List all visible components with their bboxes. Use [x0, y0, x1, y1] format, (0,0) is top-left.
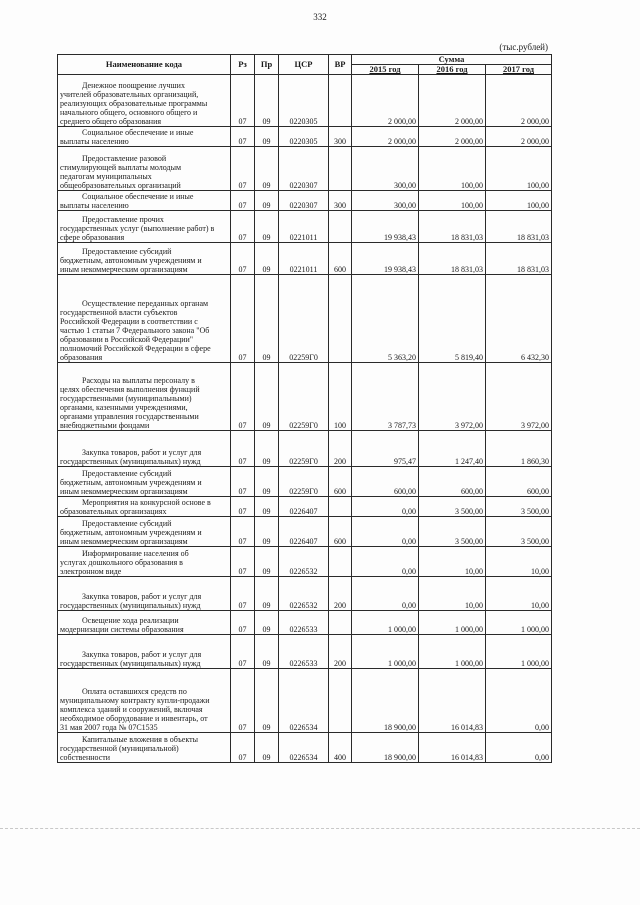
cell-pr: 09 [255, 191, 279, 211]
row-name-line: иным некоммерческим организациям [60, 265, 188, 274]
cell-y2015: 0,00 [352, 517, 419, 547]
cell-y2015: 18 900,00 [352, 733, 419, 763]
cell-y2016: 10,00 [419, 547, 486, 577]
cell-y2015: 1 000,00 [352, 635, 419, 669]
row-name [58, 467, 231, 497]
header-vr: ВР [329, 55, 352, 75]
cell-rz: 07 [231, 733, 255, 763]
row-name-line: необходимое оборудование и инвентарь, от [60, 714, 208, 723]
cell-pr: 09 [255, 243, 279, 275]
row-name-line [60, 290, 228, 299]
row-name-line: среднего общего образования [60, 117, 162, 126]
cell-y2017: 1 860,30 [486, 431, 552, 467]
row-name [58, 517, 231, 547]
row-name-line: комплекса зданий и сооружений, включая [60, 705, 203, 714]
cell-y2017: 100,00 [486, 147, 552, 191]
cell-y2017: 3 972,00 [486, 363, 552, 431]
cell-vr: 600 [329, 467, 352, 497]
cell-csr: 02259Г0 [279, 363, 329, 431]
table-row [58, 243, 552, 275]
cell-y2017: 0,00 [486, 733, 552, 763]
row-name-line: реализующих образовательные программы [60, 99, 208, 108]
table-row [58, 547, 552, 577]
row-name-line: полномочий Российской Федерации в сфере [60, 344, 211, 353]
cell-vr [329, 147, 352, 191]
cell-y2017: 1 000,00 [486, 635, 552, 669]
cell-rz: 07 [231, 467, 255, 497]
cell-csr: 0226534 [279, 669, 329, 733]
row-name-line: муниципальному контракту купли-продажи [60, 696, 210, 705]
cell-y2015: 19 938,43 [352, 211, 419, 243]
cell-rz: 07 [231, 431, 255, 467]
row-name-line [60, 678, 228, 687]
budget-table [57, 54, 552, 763]
row-name [58, 147, 231, 191]
cell-y2015: 19 938,43 [352, 243, 419, 275]
page-number: 332 [313, 12, 327, 22]
cell-csr: 0226533 [279, 611, 329, 635]
row-name [58, 275, 231, 363]
cell-rz: 07 [231, 497, 255, 517]
row-name-line [60, 583, 228, 592]
cell-pr: 09 [255, 669, 279, 733]
cell-y2017: 3 500,00 [486, 517, 552, 547]
row-name-line: Социальное обеспечение и иные [82, 128, 194, 137]
row-name-line: Оплата оставшихся средств по [82, 687, 187, 696]
row-name [58, 191, 231, 211]
table-row [58, 635, 552, 669]
cell-vr: 300 [329, 191, 352, 211]
header-csr: ЦСР [279, 55, 329, 75]
cell-y2015: 975,47 [352, 431, 419, 467]
table-row [58, 431, 552, 467]
cell-y2016: 5 819,40 [419, 275, 486, 363]
cell-y2015: 18 900,00 [352, 669, 419, 733]
cell-y2016: 2 000,00 [419, 127, 486, 147]
cell-y2016: 16 014,83 [419, 669, 486, 733]
row-name-line: Информирование населения об [82, 549, 189, 558]
cell-pr: 09 [255, 431, 279, 467]
table-row [58, 275, 552, 363]
cell-csr: 0221011 [279, 243, 329, 275]
row-name-line: педагогам муниципальных [60, 172, 152, 181]
cell-y2015: 0,00 [352, 547, 419, 577]
cell-y2016: 1 000,00 [419, 635, 486, 669]
cell-y2015: 0,00 [352, 497, 419, 517]
row-name-line: Закупка товаров, работ и услуг для [82, 592, 202, 601]
cell-y2015: 1 000,00 [352, 611, 419, 635]
table-row [58, 127, 552, 147]
cell-y2016: 1 000,00 [419, 611, 486, 635]
cell-csr: 0220305 [279, 75, 329, 127]
row-name-line: Предоставление субсидий [82, 247, 172, 256]
row-name [58, 363, 231, 431]
cell-y2016: 2 000,00 [419, 75, 486, 127]
row-name-line: Российской Федерации в соответствии с [60, 317, 198, 326]
row-name [58, 635, 231, 669]
cell-csr: 02259Г0 [279, 467, 329, 497]
row-name-line: Осуществление переданных органам [82, 299, 209, 308]
cell-y2016: 16 014,83 [419, 733, 486, 763]
row-name-line: учителей образовательных организаций, [60, 90, 199, 99]
cell-pr: 09 [255, 635, 279, 669]
row-name-line: Денежное поощрение лучших [82, 81, 185, 90]
cell-y2017: 100,00 [486, 191, 552, 211]
header-2016: 2016 год [419, 65, 486, 75]
row-name [58, 243, 231, 275]
row-name-line: собственности [60, 753, 111, 762]
cell-pr: 09 [255, 75, 279, 127]
cell-pr: 09 [255, 467, 279, 497]
row-name-line: Мероприятия на конкурсной основе в [82, 498, 211, 507]
cell-y2016: 100,00 [419, 191, 486, 211]
cell-y2015: 5 363,20 [352, 275, 419, 363]
scan-artifact-line [0, 828, 640, 829]
cell-vr: 200 [329, 431, 352, 467]
cell-rz: 07 [231, 75, 255, 127]
cell-y2015: 2 000,00 [352, 127, 419, 147]
row-name-line: бюджетным, автономным учреждениям и [60, 528, 202, 537]
row-name-line: образования [60, 353, 103, 362]
cell-csr: 0226534 [279, 733, 329, 763]
cell-vr [329, 211, 352, 243]
row-name-line: образовании в Российской Федерации" [60, 335, 194, 344]
table-row [58, 363, 552, 431]
cell-y2017: 3 500,00 [486, 497, 552, 517]
row-name-line: стимулирующей выплаты молодым [60, 163, 182, 172]
cell-y2015: 3 787,73 [352, 363, 419, 431]
row-name-line: государственной (муниципальной) [60, 744, 179, 753]
cell-vr [329, 275, 352, 363]
cell-csr: 0226407 [279, 497, 329, 517]
cell-y2017: 10,00 [486, 577, 552, 611]
header-2017: 2017 год [486, 65, 552, 75]
cell-vr: 200 [329, 577, 352, 611]
row-name-line: 31 мая 2007 года № 07С1535 [60, 723, 158, 732]
cell-vr [329, 75, 352, 127]
cell-csr: 0220307 [279, 191, 329, 211]
cell-y2017: 2 000,00 [486, 127, 552, 147]
cell-vr [329, 669, 352, 733]
cell-csr: 0220305 [279, 127, 329, 147]
cell-vr [329, 547, 352, 577]
cell-csr: 0226532 [279, 547, 329, 577]
cell-y2016: 18 831,03 [419, 243, 486, 275]
row-name-line: государственных (муниципальных) нужд [60, 601, 201, 610]
cell-y2016: 18 831,03 [419, 211, 486, 243]
row-name-line: выплаты населению [60, 201, 129, 210]
cell-pr: 09 [255, 211, 279, 243]
table-row [58, 191, 552, 211]
cell-y2015: 0,00 [352, 577, 419, 611]
cell-rz: 07 [231, 517, 255, 547]
cell-vr: 600 [329, 517, 352, 547]
table-row [58, 733, 552, 763]
cell-y2017: 10,00 [486, 547, 552, 577]
row-name-line: услугах дошкольного образования в [60, 558, 183, 567]
row-name-line: сфере образования [60, 233, 125, 242]
row-name-line [60, 641, 228, 650]
cell-pr: 09 [255, 547, 279, 577]
table-row [58, 669, 552, 733]
cell-y2015: 300,00 [352, 191, 419, 211]
cell-vr [329, 497, 352, 517]
row-name [58, 733, 231, 763]
cell-pr: 09 [255, 733, 279, 763]
table-row [58, 497, 552, 517]
cell-vr: 600 [329, 243, 352, 275]
cell-y2016: 600,00 [419, 467, 486, 497]
cell-pr: 09 [255, 611, 279, 635]
header-rz: Рз [231, 55, 255, 75]
row-name-line: электронном виде [60, 567, 122, 576]
header-pr: Пр [255, 55, 279, 75]
row-name-line: Расходы на выплаты персоналу в [82, 376, 195, 385]
cell-y2017: 1 000,00 [486, 611, 552, 635]
row-name-line: бюджетным, автономным учреждениям и [60, 256, 202, 265]
row-name [58, 497, 231, 517]
row-name-line: органами управления государственными [60, 412, 199, 421]
budget-body [58, 75, 552, 763]
cell-y2016: 3 972,00 [419, 363, 486, 431]
row-name-line: Капитальные вложения в объекты [82, 735, 198, 744]
cell-pr: 09 [255, 497, 279, 517]
cell-y2017: 2 000,00 [486, 75, 552, 127]
cell-y2016: 3 500,00 [419, 517, 486, 547]
table-row [58, 147, 552, 191]
row-name-line: Предоставление разовой [82, 154, 167, 163]
cell-rz: 07 [231, 243, 255, 275]
header-name: Наименование кода [58, 55, 231, 75]
row-name-line: иным некоммерческим организациям [60, 487, 188, 496]
row-name-line: выплаты населению [60, 137, 129, 146]
row-name-line: органами, казенными учреждениями, [60, 403, 188, 412]
table-row [58, 577, 552, 611]
cell-pr: 09 [255, 517, 279, 547]
row-name-line: общеобразовательных организаций [60, 181, 181, 190]
cell-csr: 02259Г0 [279, 431, 329, 467]
cell-rz: 07 [231, 275, 255, 363]
cell-pr: 09 [255, 127, 279, 147]
row-name-line: Закупка товаров, работ и услуг для [82, 448, 202, 457]
cell-pr: 09 [255, 275, 279, 363]
cell-rz: 07 [231, 635, 255, 669]
cell-rz: 07 [231, 547, 255, 577]
row-name-line: государственных (муниципальных) нужд [60, 659, 201, 668]
row-name-line: модернизации системы образования [60, 625, 184, 634]
table-row [58, 75, 552, 127]
cell-vr: 300 [329, 127, 352, 147]
cell-vr [329, 611, 352, 635]
table-row [58, 611, 552, 635]
header-2015: 2015 год [352, 65, 419, 75]
cell-vr: 100 [329, 363, 352, 431]
cell-pr: 09 [255, 363, 279, 431]
row-name-line: государственной власти субъектов [60, 308, 178, 317]
cell-y2016: 10,00 [419, 577, 486, 611]
cell-rz: 07 [231, 669, 255, 733]
cell-y2017: 0,00 [486, 669, 552, 733]
row-name-line: Социальное обеспечение и иные [82, 192, 194, 201]
cell-csr: 02259Г0 [279, 275, 329, 363]
cell-rz: 07 [231, 611, 255, 635]
cell-y2017: 600,00 [486, 467, 552, 497]
row-name [58, 211, 231, 243]
cell-y2015: 300,00 [352, 147, 419, 191]
cell-y2016: 1 247,40 [419, 431, 486, 467]
cell-y2015: 2 000,00 [352, 75, 419, 127]
row-name-line: начального общего, основного общего и [60, 108, 198, 117]
table-row [58, 211, 552, 243]
row-name [58, 127, 231, 147]
row-name-line: Предоставление субсидий [82, 469, 172, 478]
row-name [58, 611, 231, 635]
row-name-line: Освещение хода реализации [82, 616, 179, 625]
row-name-line: государственных (муниципальных) нужд [60, 457, 201, 466]
row-name [58, 75, 231, 127]
cell-y2017: 18 831,03 [486, 211, 552, 243]
row-name-line: государственными (муниципальными) [60, 394, 192, 403]
table-row [58, 467, 552, 497]
cell-y2017: 6 432,30 [486, 275, 552, 363]
row-name-line: Предоставление прочих [82, 215, 164, 224]
cell-csr: 0220307 [279, 147, 329, 191]
cell-csr: 0226532 [279, 577, 329, 611]
cell-vr: 400 [329, 733, 352, 763]
cell-y2017: 18 831,03 [486, 243, 552, 275]
units-label: (тыс.рублей) [499, 42, 548, 52]
cell-pr: 09 [255, 577, 279, 611]
row-name-line [60, 439, 228, 448]
cell-csr: 0226533 [279, 635, 329, 669]
row-name-line: государственных услуг (выполнение работ) в [60, 224, 215, 233]
row-name-line: Закупка товаров, работ и услуг для [82, 650, 202, 659]
cell-vr: 200 [329, 635, 352, 669]
cell-csr: 0226407 [279, 517, 329, 547]
cell-rz: 07 [231, 147, 255, 191]
cell-y2016: 100,00 [419, 147, 486, 191]
cell-rz: 07 [231, 127, 255, 147]
row-name-line: образовательных организациях [60, 507, 167, 516]
cell-csr: 0221011 [279, 211, 329, 243]
row-name-line: бюджетным, автономным учреждениям и [60, 478, 202, 487]
table-row [58, 517, 552, 547]
cell-y2016: 3 500,00 [419, 497, 486, 517]
header-sum: Сумма [352, 55, 552, 65]
row-name-line: иным некоммерческим организациям [60, 537, 188, 546]
row-name-line: внебюджетными фондами [60, 421, 150, 430]
row-name [58, 547, 231, 577]
cell-rz: 07 [231, 577, 255, 611]
cell-y2015: 600,00 [352, 467, 419, 497]
row-name [58, 669, 231, 733]
cell-rz: 07 [231, 363, 255, 431]
row-name-line: частью 1 статьи 7 Федерального закона "Об [60, 326, 210, 335]
cell-rz: 07 [231, 191, 255, 211]
row-name [58, 577, 231, 611]
row-name [58, 431, 231, 467]
row-name-line: целях обеспечения выполнения функций [60, 385, 200, 394]
cell-rz: 07 [231, 211, 255, 243]
row-name-line: Предоставление субсидий [82, 519, 172, 528]
cell-pr: 09 [255, 147, 279, 191]
